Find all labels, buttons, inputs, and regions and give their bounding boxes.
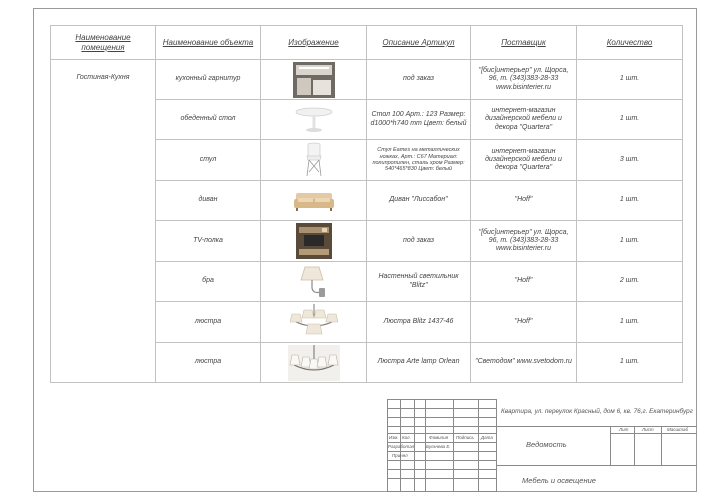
stamp-role-developer: Разработал: [388, 444, 415, 449]
wall-lamp-photo-icon: [299, 264, 329, 300]
qty-cell: 1 шт.: [577, 302, 683, 343]
object-cell: люстра: [156, 343, 261, 383]
stamp-scale-label: Масштаб: [667, 427, 689, 432]
header-image: Изображение: [261, 26, 367, 60]
sofa-photo-icon: [294, 190, 334, 212]
stamp-section-title: Мебель и освещение: [522, 476, 596, 485]
stamp-address: Квартира, ул. переулок Красный, дом 6, кв. 76,г. Екатеринбург: [501, 408, 693, 415]
stamp-lit-label: Лит: [619, 427, 629, 432]
table-header-row: [51, 26, 683, 60]
room-cell: Гостиная-Кухня: [51, 60, 156, 383]
header-description: Описание Артикул: [367, 26, 471, 60]
image-cell: [261, 302, 367, 343]
kitchen-photo-icon: [293, 62, 335, 98]
stamp-role-checker: Принял: [392, 453, 408, 458]
title-block-stamp: [387, 399, 697, 492]
chandelier-photo-icon: [288, 345, 340, 381]
qty-cell: 1 шт.: [577, 60, 683, 100]
stamp-sheet-label: Лист: [642, 427, 654, 432]
description-cell: Люстра Blitz 1437-46: [367, 302, 471, 343]
supplier-cell: "Hoff": [471, 262, 577, 302]
header-supplier: Поставщик: [471, 26, 577, 60]
header-qty: Количество: [577, 26, 683, 60]
header-object: Наименование объекта: [156, 26, 261, 60]
supplier-cell: "Светодом" www.svetodom.ru: [471, 343, 577, 383]
description-cell: Настенный светильник "Blitz": [367, 262, 471, 302]
image-cell: [261, 60, 367, 100]
qty-cell: 1 шт.: [577, 181, 683, 221]
stamp-developer-name: Бульчева Е.: [426, 444, 451, 449]
object-cell: TV-полка: [156, 221, 261, 262]
qty-cell: 1 шт.: [577, 221, 683, 262]
image-cell: [261, 100, 367, 140]
table-row: [51, 60, 683, 100]
image-cell: [261, 221, 367, 262]
object-cell: стул: [156, 140, 261, 181]
image-cell: [261, 140, 367, 181]
object-cell: кухонный гарнитур: [156, 60, 261, 100]
supplier-cell: "Hoff": [471, 181, 577, 221]
supplier-cell: интернет-магазин дизайнерской мебели и декора "Quartera": [471, 100, 577, 140]
description-cell: под заказ: [367, 221, 471, 262]
description-cell: Стол 100 Арт.: 123 Размер: d1000*h740 mm Цвет: белый: [367, 100, 471, 140]
object-cell: диван: [156, 181, 261, 221]
stamp-signature-grid: [387, 399, 496, 492]
object-cell: люстра: [156, 302, 261, 343]
round-table-photo-icon: [292, 105, 336, 135]
stamp-col-change: Изм.: [389, 435, 399, 440]
supplier-cell: "[бис]интерьер" ул. Щорса, 96, т. (343)383-28-33 www.bisinterier.ru: [471, 60, 577, 100]
tv-shelf-photo-icon: [296, 223, 332, 259]
image-cell: [261, 262, 367, 302]
supplier-cell: "Hoff": [471, 302, 577, 343]
qty-cell: 1 шт.: [577, 343, 683, 383]
eames-chair-photo-icon: [304, 142, 324, 178]
image-cell: [261, 343, 367, 383]
stamp-col-qty: Кол.: [402, 435, 411, 440]
stamp-info-area: [496, 399, 697, 492]
image-cell: [261, 181, 367, 221]
description-cell: Люстра Arte lamp Orlean: [367, 343, 471, 383]
qty-cell: 3 шт.: [577, 140, 683, 181]
object-cell: обеденный стол: [156, 100, 261, 140]
header-room: Наименование помещения: [51, 26, 156, 60]
stamp-doc-title: Ведомость: [526, 440, 567, 449]
object-cell: бра: [156, 262, 261, 302]
description-cell: Стул Eames на металлических ножках, Арт.: C67 Материал: полипропилен, сталь хром Размер: 540*465*830 Цвет: белый: [367, 140, 471, 181]
description-cell: Диван "Лиссабон": [367, 181, 471, 221]
qty-cell: 2 шт.: [577, 262, 683, 302]
chandelier-photo-icon: [290, 304, 338, 340]
stamp-col-date: Дата: [481, 435, 493, 440]
furniture-schedule-table: [50, 25, 683, 383]
description-cell: под заказ: [367, 60, 471, 100]
supplier-cell: "[бис]интерьер" ул. Щорса, 96, т. (343)383-28-33 www.bisinterier.ru: [471, 221, 577, 262]
stamp-col-sign: Подпись: [456, 435, 474, 440]
stamp-col-surname: Фамилия: [429, 435, 449, 440]
qty-cell: 1 шт.: [577, 100, 683, 140]
supplier-cell: интернет-магазин дизайнерской мебели и декора "Quartera": [471, 140, 577, 181]
